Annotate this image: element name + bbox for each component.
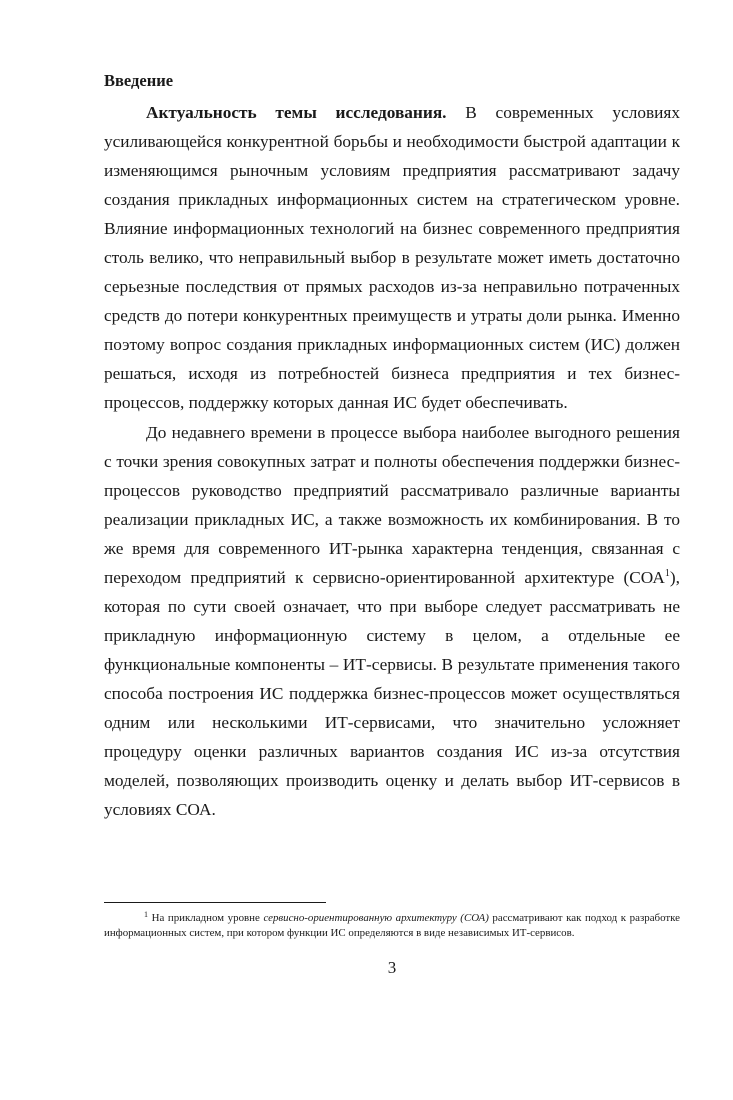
body-text xyxy=(104,98,680,824)
paragraph-relevance xyxy=(104,98,680,418)
paragraph-soa xyxy=(104,418,680,825)
footnote-divider xyxy=(104,902,326,903)
page-number: 3 xyxy=(387,958,397,977)
paragraph-text: До недавнего времени в процессе выбора наиболее выгодного решения с точки зрения совокупных затрат и полноты обеспечения поддержки бизнес-процессов руководство предприятий рассматривало различные варианты реализации прикладных ИС, а также возможность их комбинирования. В то же время для современного ИТ-рынка характерна тенденция, связанная с переходом предприятий к сервисно-ориентированной архитектуре (СОА xyxy=(104,422,680,587)
footnote xyxy=(104,911,680,941)
paragraph-lead: Актуальность темы исследования. xyxy=(146,103,447,122)
footnote-reference: 1 xyxy=(664,567,670,579)
footnote-text: рассматривают как подход к разработке информационных систем, при котором функции ИС определяются в виде независимых ИТ-сервисов. xyxy=(104,912,680,939)
footnote-marker: 1 xyxy=(144,910,148,919)
paragraph-text: ), которая по сути своей означает, что при выборе следует рассматривать не прикладную информационную систему в целом, а отдельные ее функциональные компоненты – ИТ-сервисы. В результате применения такого способа построения ИС поддержка бизнес-процессов может осуществляться одним или несколькими ИТ-сервисами, что значительно усложняет процедуру оценки различных вариантов создания ИС из-за отсутствия моделей, позволяющих производить оценку и делать выбор ИТ-сервисов в условиях СОА. xyxy=(104,567,680,820)
footnote-text: На прикладном уровне xyxy=(148,912,264,924)
section-heading: Введение xyxy=(104,71,174,90)
paragraph-text: В современных условиях усиливающейся конкурентной борьбы и необходимости быстрой адаптации к изменяющимся рыночным условиям предприятия рассматривают задачу создания прикладных информационных систем на стратегическом уровне. Влияние информационных технологий на бизнес современного предприятия столь велико, что неправильный выбор в результате может иметь достаточно серьезные последствия от прямых расходов из-за неправильно потраченных средств до потери конкурентных преимуществ и утраты доли рынка. Именно поэтому вопрос создания прикладных информационных систем (ИС) должен решаться, исходя из потребностей бизнеса предприятия и тех бизнес-процессов, поддержку которых данная ИС будет обеспечивать. xyxy=(104,103,681,413)
footnote-emphasis: сервисно-ориентированную архитектуру (СОА) xyxy=(263,912,489,924)
